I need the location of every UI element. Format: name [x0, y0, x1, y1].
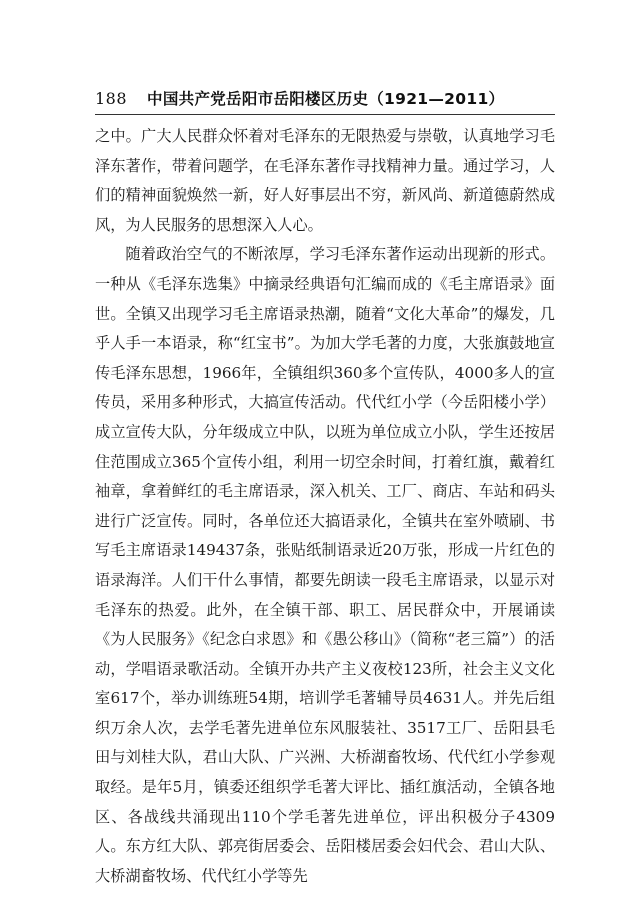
running-header [95, 86, 555, 110]
paragraph: 随着政治空气的不断浓厚，学习毛泽东著作运动出现新的形式。一种从《毛泽东选集》中摘录经典语句汇编而成的《毛主席语录》面世。全镇又出现学习毛主席语录热潮，随着“文化大革命”的爆发，几乎人手一本语录，称“红宝书”。为加大学毛著的力度，大张旗鼓地宣传毛泽东思想，1966年，全镇组织360多个宣传队，4000多人的宣传员，采用多种形式，大搞宣传活动。代代红小学（今岳阳楼小学）成立宣传大队，分年级成立中队，以班为单位成立小队，学生还按居住范围成立365个宣传小组，利用一切空余时间，打着红旗，戴着红袖章，拿着鲜红的毛主席语录，深入机关、工厂、商店、车站和码头进行广泛宣传。同时，各单位还大搞语录化，全镇共在室外喷刷、书写毛主席语录149437条，张贴纸制语录近20万张，形成一片红色的语录海洋。人们干什么事情，都要先朗读一段毛主席语录，以显示对毛泽东的热爱。此外，在全镇干部、职工、居民群众中，开展诵读《为人民服务》《纪念白求恩》和《愚公移山》（简称“老三篇”）的活动，学唱语录歌活动。全镇开办共产主义夜校123所，社会主义文化室617个，举办训练班54期，培训学毛著辅导员4631人。并先后组织万余人次，去学毛著先进单位东风服装社、3517工厂、岳阳县毛田与刘桂大队，君山大队、广兴洲、大桥湖畜牧场、代代红小学参观取经。是年5月，镇委还组织学毛著大评比、插红旗活动，全镇各地区、各战线共涌现出110个学毛著先进单位，评出积极分子4309人。东方红大队、郭亮街居委会、岳阳楼居委会妇代会、君山大队、大桥湖畜牧场、代代红小学等先 [95, 245, 555, 885]
header-rule [95, 114, 555, 115]
book-title: 中国共产党岳阳市岳阳楼区历史（1921—2011） [147, 90, 505, 108]
paragraph-continued: 之中。广大人民群众怀着对毛泽东的无限热爱与崇敬，认真地学习毛泽东著作，带着问题学，在毛泽东著作寻找精神力量。通过学习，人们的精神面貌焕然一新，好人好事层出不穷，新风尚、新道德蔚然成风，为人民服务的思想深入人心。 [95, 127, 555, 234]
page-number: 188 [95, 88, 128, 108]
body-text [95, 122, 555, 891]
